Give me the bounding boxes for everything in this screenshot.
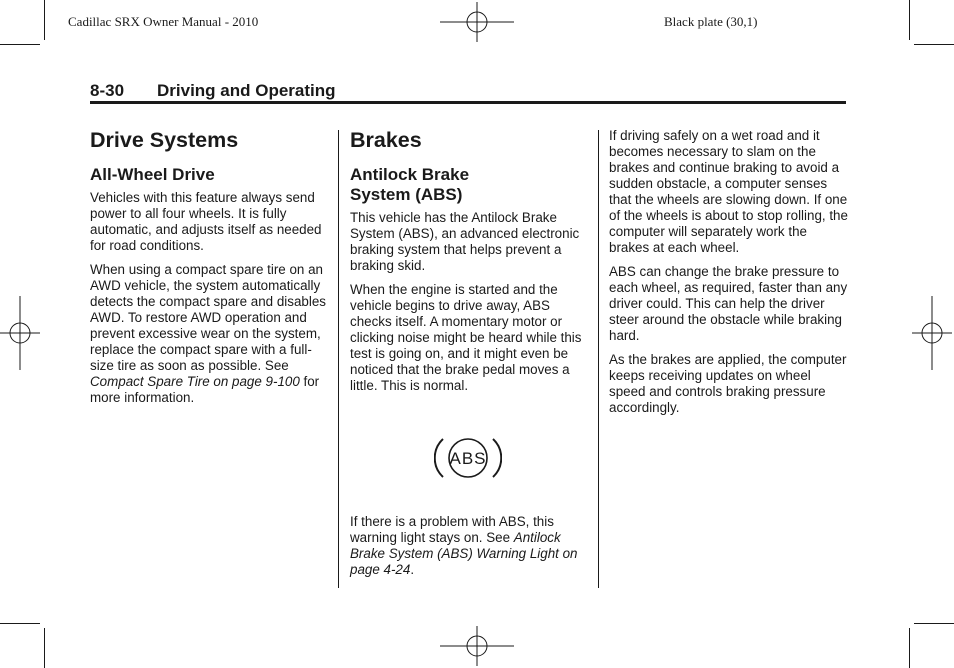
paragraph: This vehicle has the Antilock Brake System (ABS), an advanced electronic braking system that helps prevent a braking skid. <box>350 210 580 273</box>
subsection-heading <box>350 165 588 205</box>
subsection-heading: All-Wheel Drive <box>90 165 215 184</box>
running-header-right: Black plate (30,1) <box>664 14 758 29</box>
abs-warning-icon <box>434 432 502 484</box>
crop-mark <box>909 628 910 668</box>
column-brakes <box>350 127 588 586</box>
heading-line: System (ABS) <box>350 185 463 204</box>
crop-mark <box>44 628 45 668</box>
crop-mark <box>914 44 954 45</box>
running-header-left: Cadillac SRX Owner Manual - 2010 <box>68 14 259 29</box>
crop-mark <box>914 623 954 624</box>
section-heading: Drive Systems <box>90 128 239 152</box>
abs-icon-label: ABS <box>449 449 487 468</box>
column-brakes-continued <box>609 128 849 424</box>
paragraph-text: for more information. <box>90 374 320 405</box>
page-number: 8-30 <box>90 81 125 100</box>
cross-reference-link[interactable]: Antilock Brake System (ABS) Warning Light on page 4-24 <box>350 530 578 577</box>
paragraph-text: . <box>410 562 415 577</box>
paragraph: ABS can change the brake pressure to each wheel, as required, faster than any driver could. This can help the driver steer around the obstacle while braking hard. <box>609 264 848 343</box>
heading-line: Antilock Brake <box>350 165 470 184</box>
header-rule <box>90 101 846 104</box>
paragraph-text: If there is a problem with ABS, this warning light stays on. See <box>350 514 554 545</box>
registration-mark-icon <box>440 626 514 666</box>
page-header <box>90 81 336 101</box>
crop-mark <box>44 0 45 40</box>
paragraph <box>90 262 330 406</box>
column-divider <box>598 130 599 588</box>
crop-mark <box>909 0 910 40</box>
section-title: Driving and Operating <box>157 81 336 100</box>
paragraph: If driving safely on a wet road and it becomes necessary to slam on the brakes and continue braking to avoid a sudden obstacle, a computer senses that the wheels are slowing down. If one of the wheels is about to stop rolling, the computer will separately work the brakes at each wheel. <box>609 128 848 255</box>
cross-reference-link[interactable]: Compact Spare Tire on page 9-100 <box>90 374 300 389</box>
abs-icon-area <box>350 402 588 514</box>
column-divider <box>338 130 339 588</box>
crop-mark <box>0 623 40 624</box>
crop-mark <box>0 44 40 45</box>
registration-mark-icon <box>0 296 40 370</box>
paragraph <box>350 514 588 578</box>
paragraph-text: When using a compact spare tire on an AWD vehicle, the system automatically detects the compact spare and disables AWD. To restore AWD operation and prevent excessive wear on the system, replace the compact spare with a full-size tire as soon as possible. See <box>90 262 326 373</box>
column-drive-systems <box>90 127 330 414</box>
paragraph: As the brakes are applied, the computer keeps receiving updates on wheel speed and controls braking pressure accordingly. <box>609 352 847 415</box>
section-heading: Brakes <box>350 128 422 152</box>
registration-mark-icon <box>912 296 952 370</box>
paragraph: Vehicles with this feature always send power to all four wheels. It is fully automatic, and adjusts itself as needed for road conditions. <box>90 190 322 253</box>
paragraph: When the engine is started and the vehicle begins to drive away, ABS checks itself. A momentary motor or clicking noise might be heard while this test is going on, and it might even be noticed that the brake pedal moves a little. This is normal. <box>350 282 582 393</box>
registration-mark-icon <box>440 2 514 42</box>
